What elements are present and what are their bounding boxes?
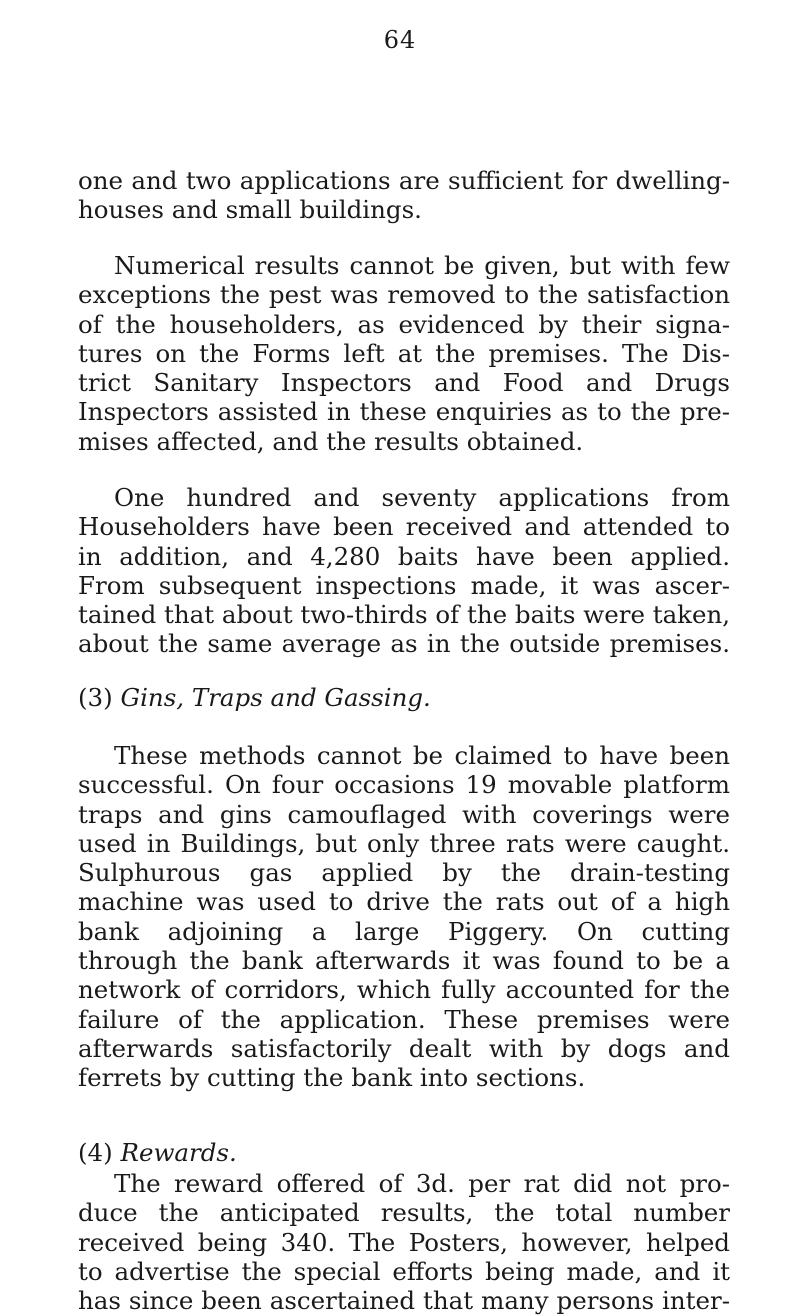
text-line: bank adjoining a large Piggery. On cutting [78,916,730,946]
text-line: houses and small buildings. [78,195,422,225]
text-line: Sulphurous gas applied by the drain-testing [78,858,730,888]
intro-paragraph [78,166,730,225]
text-line: These methods cannot be claimed to have been [114,741,730,770]
section-heading [78,683,730,713]
text-line: The reward offered of 3d. per rat did not pro- [114,1169,730,1198]
text-line: tures on the Forms left at the premises. The Dis- [78,338,730,368]
paragraph-numerical-results [78,251,730,456]
text-line: to advertise the special efforts being made, and it [78,1256,730,1286]
text-line: mises affected, and the results obtained. [78,426,584,456]
section-heading-gins [78,683,730,713]
text-line: one and two applications are sufficient for dwelling- [78,166,730,195]
text-line: One hundred and seventy applications from [114,483,730,512]
text-line: of the householders, as evidenced by their signa- [78,309,730,339]
text-line: tained that about two-thirds of the baits were taken, [78,600,731,630]
text-line: traps and gins camouflaged with coverings were [78,799,730,829]
text-line: Inspectors assisted in these enquiries as to the pre- [78,397,730,427]
text-line: Numerical results cannot be given, but with few [114,251,730,280]
section-title: Rewards. [120,1138,237,1167]
text-line: about the same average as in the outside premises. [78,629,730,659]
text-line: failure of the application. These premises were [78,1004,730,1034]
section-number: (3) [78,683,113,712]
text-line: has since been ascertained that many persons inter- [78,1286,730,1315]
text-line: afterwards satisfactorily dealt with by dogs and [78,1033,730,1063]
section-number: (4) [78,1138,113,1167]
text-line: machine was used to drive the rats out of a high [78,887,730,917]
text-line: duce the anticipated results, the total number [78,1198,730,1228]
text-line: used in Buildings, but only three rats were caught. [78,828,730,858]
page-number: 64 [383,26,417,54]
text-line: exceptions the pest was removed to the satisfaction [78,280,730,310]
text-line: successful. On four occasions 19 movable platform [78,770,730,800]
section-heading-rewards [78,1138,730,1168]
paragraph-householders [78,483,730,659]
text-line: in addition, and 4,280 baits have been applied. [78,541,730,571]
text-line: received being 340. The Posters, however, helped [78,1227,730,1257]
paragraph-gins-traps [78,741,730,1093]
text-line: trict Sanitary Inspectors and Food and Drugs [78,368,730,398]
paragraph-rewards [78,1169,730,1315]
text-line: From subsequent inspections made, it was ascer- [78,570,730,600]
text-line: ferrets by cutting the bank into sections. [78,1063,586,1093]
section-title: Gins, Traps and Gassing. [120,683,431,712]
text-line: network of corridors, which fully accounted for the [78,975,730,1005]
section-heading [78,1138,730,1168]
text-line: through the bank afterwards it was found to be a [78,946,730,976]
text-line: Householders have been received and attended to [78,512,730,542]
